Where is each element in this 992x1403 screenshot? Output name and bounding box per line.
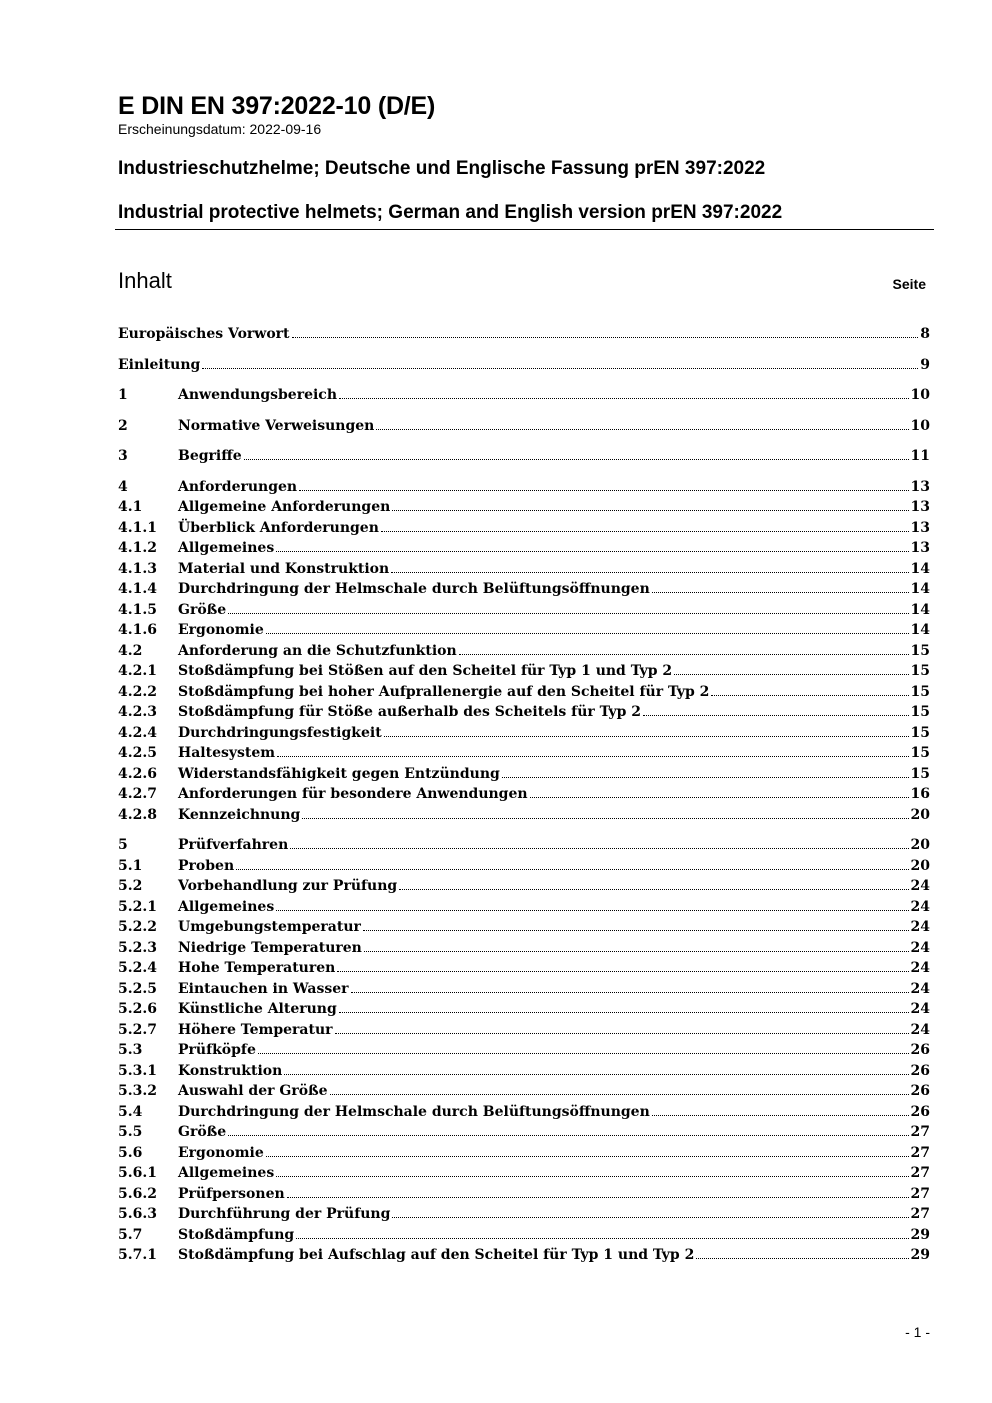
toc-entry[interactable]: [118, 516, 930, 537]
toc-entry[interactable]: [118, 700, 930, 721]
toc-entry[interactable]: [118, 833, 930, 854]
toc-entry-title: Größe: [178, 1124, 227, 1140]
toc-entry-title: Umgebungstemperatur: [178, 919, 361, 935]
toc-entry[interactable]: [118, 977, 930, 998]
toc-entry-title: Kennzeichnung: [178, 806, 301, 823]
toc-entry-page: 14: [910, 560, 930, 577]
toc-entry-page: 15: [910, 683, 930, 700]
toc-entry[interactable]: [118, 1182, 930, 1203]
toc-entry-title: Höhere Temperatur: [178, 1021, 333, 1038]
toc-entry-number: 5.2.4: [118, 960, 157, 976]
toc-entry-page: 14: [910, 581, 930, 597]
toc-entry-title: Einleitung: [118, 356, 201, 373]
toc-dot-leader: [296, 1223, 908, 1239]
toc-entry-page: 15: [910, 663, 930, 679]
toc-dot-leader: [284, 1059, 908, 1075]
toc-entry-title: Vorbehandlung zur Prüfung: [178, 878, 398, 894]
title-english: Industrial protective helmets; German and English version prEN 397:2022: [118, 202, 783, 223]
toc-entry[interactable]: [118, 1100, 930, 1121]
toc-entry-title: Durchdringung der Helmschale durch Belüftungsöffnungen: [178, 1103, 650, 1120]
toc-entry-title: Stoßdämpfung: [178, 1226, 295, 1243]
document-header: [118, 92, 934, 224]
toc-entry[interactable]: [118, 854, 930, 875]
toc-entry[interactable]: [118, 383, 930, 404]
toc-entry-title: Stoßdämpfung bei Stößen auf den Scheitel für Typ 1 und Typ 2: [178, 663, 673, 679]
toc-entry-title: Anforderungen: [178, 478, 298, 495]
toc-entry-number: 5.3.2: [118, 1083, 157, 1099]
toc-entry[interactable]: [118, 1161, 930, 1182]
toc-entry-page: 27: [910, 1165, 930, 1181]
toc-entry-page: 13: [910, 478, 930, 495]
toc-dot-leader: [674, 659, 908, 675]
toc-entry[interactable]: [118, 536, 930, 557]
toc-entry[interactable]: [118, 936, 930, 957]
toc-entry[interactable]: [118, 598, 930, 619]
toc-entry-number: 4: [118, 478, 128, 495]
toc-entry[interactable]: [118, 721, 930, 742]
toc-dot-leader: [337, 956, 908, 972]
toc-entry-title: Ergonomie: [178, 622, 264, 638]
toc-entry-number: 4.2.6: [118, 765, 157, 782]
toc-entry-page: 26: [910, 1062, 930, 1079]
page-number: - 1 -: [905, 1324, 930, 1340]
toc-entry-page: 29: [910, 1247, 930, 1263]
toc-entry-number: 4.2.1: [118, 663, 157, 679]
toc-dot-leader: [276, 895, 908, 911]
toc-entry-page: 15: [910, 704, 930, 720]
toc-dot-leader: [330, 1079, 909, 1095]
toc-entry-page: 27: [910, 1206, 930, 1222]
toc-entry-page: 13: [910, 519, 930, 536]
toc-entry-number: 5.2.2: [118, 919, 157, 935]
toc-entry-page: 24: [910, 939, 930, 956]
toc-dot-leader: [711, 680, 908, 696]
toc-entry-title: Stoßdämpfung für Stöße außerhalb des Scheitels für Typ 2: [178, 704, 642, 720]
toc-entry[interactable]: [118, 741, 930, 762]
toc-entry-page: 8: [920, 326, 930, 342]
toc-entry-number: 5.3.1: [118, 1062, 157, 1079]
toc-entry-number: 4.2.2: [118, 683, 157, 700]
toc-entry[interactable]: [118, 1223, 930, 1244]
toc-entry[interactable]: [118, 475, 930, 496]
toc-entry[interactable]: [118, 895, 930, 916]
toc-entry-page: 15: [910, 642, 930, 659]
toc-entry-title: Allgemeines: [178, 1165, 275, 1181]
toc-entry-number: 5.2: [118, 878, 143, 894]
toc-entry-page: 15: [910, 765, 930, 782]
toc-entry-page: 26: [910, 1042, 930, 1058]
toc-entry-title: Europäisches Vorwort: [118, 326, 290, 342]
toc-entry-title: Anwendungsbereich: [178, 387, 337, 403]
toc-dot-leader: [643, 700, 908, 716]
toc-entry[interactable]: [118, 639, 930, 660]
toc-entry-number: 4.1: [118, 499, 143, 515]
toc-entry-page: 9: [920, 356, 930, 373]
toc-entry-title: Durchdringung der Helmschale durch Belüftungsöffnungen: [178, 581, 650, 597]
toc-entry-number: 4.2.7: [118, 786, 157, 802]
toc-entry[interactable]: [118, 1018, 930, 1039]
toc-entry[interactable]: [118, 803, 930, 824]
toc-entry-number: 4.1.1: [118, 519, 157, 536]
toc-title: Inhalt: [118, 268, 172, 293]
toc-entry-title: Allgemeines: [178, 540, 275, 556]
toc-entry-page: 24: [910, 960, 930, 976]
toc-entry-title: Allgemeine Anforderungen: [178, 499, 391, 515]
toc-entry-page: 20: [910, 837, 930, 853]
toc-entry-number: 3: [118, 448, 128, 464]
toc-entry-number: 5.6.2: [118, 1185, 157, 1202]
toc-entry-page: 27: [910, 1144, 930, 1161]
toc-entry-page: 13: [910, 499, 930, 515]
toc-dot-leader: [399, 874, 908, 890]
toc-entry-title: Anforderung an die Schutzfunktion: [178, 642, 457, 659]
toc-entry-number: 5.6.3: [118, 1206, 157, 1222]
toc-entry-title: Prüfköpfe: [178, 1042, 256, 1058]
toc-entry[interactable]: [118, 557, 930, 578]
toc-entry-number: 4.2.4: [118, 724, 157, 741]
toc-entry[interactable]: [118, 618, 930, 639]
toc-dot-leader: [363, 915, 909, 931]
document-id: E DIN EN 397:2022-10 (D/E): [118, 92, 436, 120]
toc-dot-leader: [376, 414, 908, 430]
toc-entry-number: 4.2: [118, 642, 143, 659]
toc-entry-number: 5.3: [118, 1042, 143, 1058]
toc-dot-leader: [652, 577, 909, 593]
title-german: Industrieschutzhelme; Deutsche und Englische Fassung prEN 397:2022: [118, 158, 766, 179]
toc-entry[interactable]: [118, 577, 930, 598]
toc-entry-title: Niedrige Temperaturen: [178, 939, 362, 956]
toc-entry-title: Durchführung der Prüfung: [178, 1206, 391, 1222]
toc-entry[interactable]: [118, 956, 930, 977]
toc-dot-leader: [266, 618, 909, 634]
toc-entry[interactable]: [118, 1141, 930, 1162]
toc-dot-leader: [502, 762, 909, 778]
toc-dot-leader: [228, 1120, 908, 1136]
toc-entry-number: 1: [118, 387, 128, 403]
toc-dot-leader: [339, 997, 909, 1013]
toc-entry-title: Widerstandsfähigkeit gegen Entzündung: [178, 765, 500, 782]
toc-entry-page: 24: [910, 919, 930, 935]
toc-dot-leader: [339, 383, 909, 399]
toc-entry[interactable]: [118, 782, 930, 803]
toc-dot-leader: [364, 936, 909, 952]
toc-dot-leader: [459, 639, 909, 655]
toc-entry-number: 5: [118, 837, 128, 853]
toc-entry-title: Auswahl der Größe: [178, 1083, 328, 1099]
toc-dot-leader: [276, 1161, 908, 1177]
toc-entry-page: 20: [910, 806, 930, 823]
toc-entry-number: 5.6.1: [118, 1165, 157, 1181]
toc-entry-page: 24: [910, 1021, 930, 1038]
toc-page-column-label: Seite: [892, 276, 926, 292]
toc-dot-leader: [292, 322, 919, 338]
toc-entry-page: 15: [910, 745, 930, 761]
toc-entry-page: 29: [910, 1226, 930, 1243]
toc-dot-leader: [384, 721, 909, 737]
toc-entry-title: Künstliche Alterung: [178, 1001, 337, 1017]
toc-entry-title: Prüfpersonen: [178, 1185, 285, 1202]
toc-entry-number: 5.2.7: [118, 1021, 157, 1038]
toc-entry[interactable]: [118, 414, 930, 435]
toc-entry-page: 27: [910, 1124, 930, 1140]
toc-entry-title: Prüfverfahren: [178, 837, 289, 853]
toc-heading-row: [118, 268, 926, 294]
toc-dot-leader: [244, 444, 909, 460]
toc-entry-number: 5.2.1: [118, 898, 157, 915]
toc-dot-leader: [652, 1100, 909, 1116]
toc-entry-number: 5.4: [118, 1103, 143, 1120]
toc-dot-leader: [392, 495, 908, 511]
toc-entry[interactable]: [118, 1059, 930, 1080]
toc-dot-leader: [381, 516, 909, 532]
toc-entry-title: Material und Konstruktion: [178, 560, 390, 577]
toc-dot-leader: [392, 1202, 908, 1218]
publication-date: Erscheinungsdatum: 2022-09-16: [118, 121, 322, 137]
toc-dot-leader: [277, 741, 908, 757]
toc-dot-leader: [258, 1038, 909, 1054]
toc-entry-title: Haltesystem: [178, 745, 276, 761]
toc-entry-page: 24: [910, 980, 930, 997]
toc-entry[interactable]: [118, 915, 930, 936]
toc-dot-leader: [287, 1182, 909, 1198]
toc-dot-leader: [391, 557, 908, 573]
toc-entry-page: 15: [910, 724, 930, 741]
toc-entry[interactable]: [118, 762, 930, 783]
toc-dot-leader: [290, 833, 908, 849]
toc-entry-page: 24: [910, 898, 930, 915]
toc-entry-number: 5.2.3: [118, 939, 157, 956]
toc-entry-number: 5.7.1: [118, 1247, 157, 1263]
toc-entry-number: 5.1: [118, 857, 143, 874]
toc-entry-number: 5.5: [118, 1124, 143, 1140]
toc-entry-title: Größe: [178, 601, 227, 618]
toc-entry[interactable]: [118, 1120, 930, 1141]
toc-entry-number: 5.2.6: [118, 1001, 157, 1017]
toc-entry-page: 11: [910, 448, 930, 464]
toc-entry-number: 4.1.3: [118, 560, 157, 577]
toc-dot-leader: [696, 1243, 908, 1259]
toc-entry-title: Hohe Temperaturen: [178, 960, 336, 976]
toc-entry[interactable]: [118, 444, 930, 465]
toc-entry-page: 24: [910, 878, 930, 894]
toc-dot-leader: [228, 598, 908, 614]
toc-entry-title: Konstruktion: [178, 1062, 283, 1079]
toc-dot-leader: [266, 1141, 909, 1157]
toc-entry-number: 5.7: [118, 1226, 143, 1243]
toc-entry-number: 4.2.3: [118, 704, 157, 720]
table-of-contents: [118, 322, 930, 1264]
toc-entry[interactable]: [118, 322, 930, 343]
toc-entry[interactable]: [118, 1243, 930, 1264]
toc-entry-title: Stoßdämpfung bei hoher Aufprallenergie auf den Scheitel für Typ 2: [178, 683, 710, 700]
toc-entry[interactable]: [118, 680, 930, 701]
toc-entry-number: 4.2.5: [118, 745, 157, 761]
header-divider: [115, 229, 934, 230]
toc-entry-title: Ergonomie: [178, 1144, 264, 1161]
toc-entry-page: 16: [910, 786, 930, 802]
toc-entry-page: 10: [910, 387, 930, 403]
toc-entry-page: 26: [910, 1083, 930, 1099]
toc-entry-title: Allgemeines: [178, 898, 275, 915]
toc-dot-leader: [202, 353, 918, 369]
toc-entry-title: Begriffe: [178, 448, 242, 464]
toc-entry[interactable]: [118, 1202, 930, 1223]
toc-dot-leader: [299, 475, 908, 491]
toc-entry-number: 2: [118, 417, 128, 434]
toc-entry-title: Normative Verweisungen: [178, 417, 375, 434]
toc-entry-title: Proben: [178, 857, 235, 874]
toc-entry-number: 5.6: [118, 1144, 143, 1161]
toc-entry-title: Eintauchen in Wasser: [178, 980, 349, 997]
toc-entry[interactable]: [118, 659, 930, 680]
toc-entry-page: 14: [910, 601, 930, 618]
toc-entry-page: 27: [910, 1185, 930, 1202]
toc-entry-title: Überblick Anforderungen: [178, 519, 379, 536]
toc-entry-number: 4.1.2: [118, 540, 157, 556]
toc-entry-page: 24: [910, 1001, 930, 1017]
toc-dot-leader: [335, 1018, 909, 1034]
toc-entry-number: 5.2.5: [118, 980, 157, 997]
toc-dot-leader: [276, 536, 908, 552]
toc-entry[interactable]: [118, 353, 930, 374]
toc-entry-number: 4.1.6: [118, 622, 157, 638]
toc-entry-number: 4.2.8: [118, 806, 157, 823]
toc-entry-title: Durchdringungsfestigkeit: [178, 724, 382, 741]
toc-entry[interactable]: [118, 1038, 930, 1059]
toc-dot-leader: [530, 782, 909, 798]
toc-entry[interactable]: [118, 874, 930, 895]
toc-entry[interactable]: [118, 1079, 930, 1100]
toc-entry-page: 14: [910, 622, 930, 638]
toc-entry-number: 4.1.5: [118, 601, 157, 618]
toc-entry-page: 26: [910, 1103, 930, 1120]
toc-entry[interactable]: [118, 495, 930, 516]
toc-entry-page: 20: [910, 857, 930, 874]
toc-entry[interactable]: [118, 997, 930, 1018]
toc-entry-title: Stoßdämpfung bei Aufschlag auf den Scheitel für Typ 1 und Typ 2: [178, 1247, 695, 1263]
toc-dot-leader: [236, 854, 908, 870]
toc-dot-leader: [302, 803, 908, 819]
toc-entry-page: 13: [910, 540, 930, 556]
toc-entry-page: 10: [910, 417, 930, 434]
toc-entry-number: 4.1.4: [118, 581, 157, 597]
toc-dot-leader: [351, 977, 909, 993]
toc-entry-title: Anforderungen für besondere Anwendungen: [178, 786, 528, 802]
